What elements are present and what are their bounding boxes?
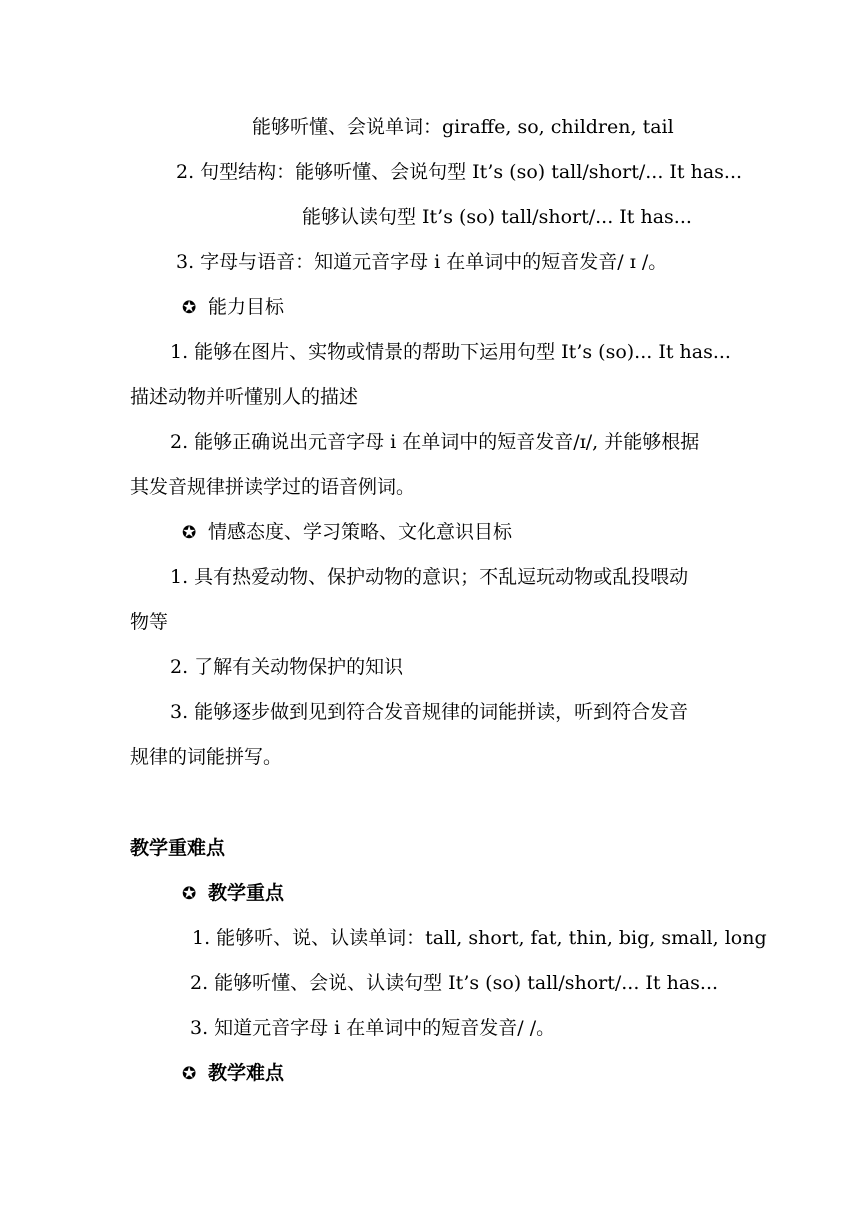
emotion-item-3-continuation: 规律的词能拼写。 — [130, 746, 283, 768]
emotion-item-1-continuation: 物等 — [130, 611, 169, 633]
emotion-item-1: 1. 具有热爱动物、保护动物的意识；不乱逗玩动物或乱投喂动 — [170, 566, 689, 588]
star-bullet-icon: ✪ — [182, 298, 197, 318]
item-number: 2. — [170, 431, 189, 453]
item-number: 3. — [170, 701, 189, 723]
star-bullet-icon: ✪ — [182, 884, 197, 904]
emotion-item-2: 2. 了解有关动物保护的知识 — [170, 656, 404, 678]
item-number: 3. — [190, 1017, 209, 1039]
ability-item-1: 1. 能够在图片、实物或情景的帮助下运用句型 It’s (so)... It has... — [170, 341, 731, 363]
star-bullet-icon: ✪ — [182, 1064, 197, 1084]
focus-item-3: 3. 知道元音字母 i 在单词中的短音发音/ /。 — [190, 1017, 556, 1039]
ability-item-2: 2. 能够正确说出元音字母 i 在单词中的短音发音/ɪ/, 并能够根据 — [170, 431, 700, 453]
item-number: 2. — [170, 656, 189, 678]
item-number: 1. — [170, 566, 189, 588]
item-number: 3. — [176, 251, 195, 273]
ability-heading: ✪ 能力目标 — [182, 296, 285, 318]
emotion-heading: ✪ 情感态度、学习策略、文化意识目标 — [182, 521, 513, 543]
vocab-line: 能够听懂、会说单词：giraffe, so, children, tail — [252, 116, 674, 138]
difficulty-heading: ✪ 教学难点 — [182, 1062, 285, 1084]
knowledge-item-2: 2. 句型结构：能够听懂、会说句型 It’s (so) tall/short/... It has... — [176, 161, 743, 183]
item-number: 1. — [192, 927, 211, 949]
section-title: 教学重难点 — [130, 837, 226, 859]
focus-item-2: 2. 能够听懂、会说、认读句型 It’s (so) tall/short/... It has... — [190, 972, 719, 994]
knowledge-item-2-continuation: 能够认读句型 It’s (so) tall/short/... It has... — [302, 206, 692, 228]
focus-heading: ✪ 教学重点 — [182, 882, 285, 904]
star-bullet-icon: ✪ — [182, 523, 197, 543]
focus-item-1: 1. 能够听、说、认读单词：tall, short, fat, thin, big, small, long — [192, 927, 767, 949]
ability-item-2-continuation: 其发音规律拼读学过的语音例词。 — [130, 476, 416, 498]
item-number: 1. — [170, 341, 189, 363]
ability-item-1-continuation: 描述动物并听懂别人的描述 — [130, 386, 359, 408]
knowledge-item-3: 3. 字母与语音：知道元音字母 i 在单词中的短音发音/ ɪ /。 — [176, 251, 668, 273]
emotion-item-3: 3. 能够逐步做到见到符合发音规律的词能拼读，听到符合发音 — [170, 701, 689, 723]
item-number: 2. — [190, 972, 209, 994]
item-number: 2. — [176, 161, 195, 183]
